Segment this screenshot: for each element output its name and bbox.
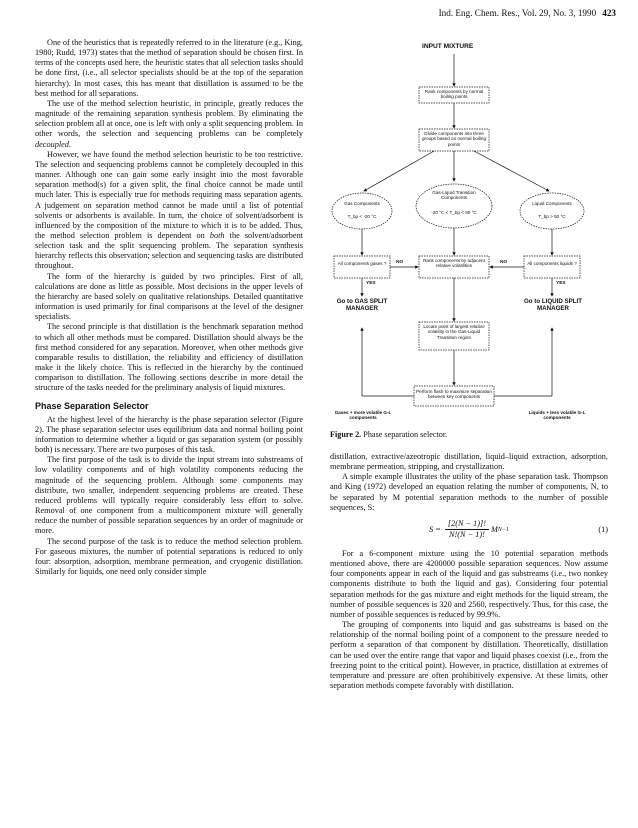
liquid-split-manager: Go to LIQUID SPLIT MANAGER xyxy=(523,298,583,313)
transition-condition: -20 °C < T_bp < 50 °C xyxy=(431,210,477,215)
equation-exponent: N−1 xyxy=(497,526,509,533)
input-mixture-label: INPUT MIXTURE xyxy=(422,43,474,50)
rank-volatility-box: Rank components by adjacent relative volatilities xyxy=(423,258,485,269)
all-gases-decision: All components gases ? xyxy=(337,261,387,266)
all-liquids-decision: All components liquids ? xyxy=(527,261,577,266)
paragraph: The first purpose of the task is to divide the input stream into substreams of low volatility components and of high volatility components reducing the magnitude of the sequencing problem. Although some components may distribute, two smaller, independent sequencing problems are created. These reduced problems will typically require considerably less effort to solve. Removal of one component from a multicomponent mixture will generally reduce the number of possible separation sequences by an order of magnitude or more. xyxy=(35,455,303,536)
paragraph: At the highest level of the hierarchy is the phase separation selector (Figure 2). The phase separation selector uses equilibrium data and normal boiling point information to determine whether a liquid or gas separation system (or possibly both) is necessary. There are two purposes of this task. xyxy=(35,414,303,455)
rank-boiling-box: Rank components by normal boiling points xyxy=(424,89,484,100)
paragraph: The use of the method selection heuristic, in principle, greatly reduces the magnitude of the remaining separation synthesis problem. By eliminating the selection problem all at once, one is left with only a split sequencing problem. In other words, the selection and sequencing problems can be completely decoupled. xyxy=(35,98,303,149)
paragraph: The grouping of components into liquid and gas substreams is based on the relationship of the normal boiling point of a component to the pressure needed to perform a separation of that component by distillation. Theoretically, distillation can be used over the entire range that vapor and liquid phases coexist (i.e., from the freezing point to the critical point). However, in practice, distillation at extremes of temperature and pressure are often prohibitively expensive. At these limits, other separation methods compete favorably with distillation. xyxy=(330,620,608,690)
gases-output-label: Gases + more volatile G-L components xyxy=(334,410,392,421)
transition-components-label: Gas-Liquid Transition Components xyxy=(432,190,476,201)
gas-condition: T_bp < -20 °C xyxy=(347,214,377,219)
locate-point-box: Locate point of largest relative volatility in the Gas-Liquid Transition region xyxy=(423,324,485,340)
paragraph: For a 6-component mixture using the 10 potential separation methods mentioned above, there are 4200000 possible separation sequences. Now assume four components appear in each of the liquid and gas substreams (i.e., two nonkey components distribute to both the liquid and gas). Considering four potential separation methods for the gas mixture and eight methods for the liquid stream, the number of possible sequences is 320 and 2560, respectively. Thus, for this case, the number of possible sequences is reduced by 99.9%. xyxy=(330,548,608,619)
yes-label: YES xyxy=(556,281,566,286)
paragraph: The second purpose of the task is to reduce the method selection problem. For gaseous mixtures, the number of potential separations is reduced to only four: absorption, adsorption, membrane permeation, and cryogenic distillation. Similarly for liquids, one need only consider simple xyxy=(35,536,303,576)
section-heading: Phase Separation Selector xyxy=(35,401,149,412)
paragraph: The form of the hierarchy is guided by two principles. First of all, calculations are done as little as possible. Most decisions in the upper levels of the hierarchy are based solely on qualitative relationships. Detailed quantitative information is used primarily for final comparisons at the level of the designer specialists. xyxy=(35,271,303,322)
equation-m: M xyxy=(490,524,498,534)
equation-number: (1) xyxy=(598,524,608,534)
gas-components-label: Gas Components xyxy=(344,201,380,206)
figure-caption: Figure 2. Phase separation selector. xyxy=(330,430,448,439)
equation-fraction: $\frac{[2(N - 1)]!}{N!(N - 1)!}$ xyxy=(445,519,489,540)
liquid-condition: T_bp > 50 °C xyxy=(538,214,566,219)
right-column xyxy=(330,452,608,691)
paragraph: A simple example illustrates the utility of the phase separation task. Thompson and King (1972) developed an equation relating the number of components, N, to be separated by M potential separation methods to the number of possible sequences, S: xyxy=(330,472,608,512)
flash-box: Perform flash to maximize separation between key components xyxy=(416,389,492,400)
liquid-components-label: Liquid Components xyxy=(532,201,572,206)
left-column xyxy=(35,38,303,577)
gas-split-manager: Go to GAS SPLIT MANAGER xyxy=(336,298,388,313)
no-label: NO xyxy=(500,260,508,265)
yes-label: YES xyxy=(366,281,376,286)
paragraph: The second principle is that distillation is the benchmark separation method to which all other methods must be compared. Distillation should always be the first method considered for any separation. Moreover, when other methods give comparable results to distillation, the reliability and efficiency of distillation make it the likely choice. This is reflected in the hierarchy by the continued comparison to distillation. The following sections describe in more detail the structure of the tasks needed for the preliminary analysis of liquid mixtures. xyxy=(35,322,303,393)
equation-1 xyxy=(330,515,608,545)
paragraph: distillation, extractive/azeotropic distillation, liquid–liquid extraction, adsorption, membrane permeation, stripping, and crystallization. xyxy=(330,452,608,472)
page-number: 423 xyxy=(602,8,616,18)
divide-groups-box: Divide components into three groups based on normal boiling points xyxy=(421,131,487,147)
journal-citation: Ind. Eng. Chem. Res., Vol. 29, No. 3, 1990 xyxy=(438,8,597,18)
no-label: NO xyxy=(396,260,404,265)
liquids-output-label: Liquids + less volatile G-L components xyxy=(528,410,586,421)
equation-lhs: S = xyxy=(429,524,441,534)
figure-phase-separation-selector xyxy=(324,36,614,428)
paragraph: However, we have found the method selection heuristic to be too restrictive. The selection and sequencing problems cannot be completely decoupled in this manner. Although one can gain some early insight into the most favorable separation method(s) for a given split, the final choice cannot be made until much later. This is especially true for methods requiring mass separation agents. A judgement on separation method cannot be made until a list of potential solvents or adsorbents is available. In turn, the choice of solvent/adsorbent is influenced by the composition of the mixture to which it is to be added. Thus, the method selection problem is dependent on both the solvent/adsorbent selection task and the split sequencing problem. The separation synthesis hierarchy reflects this observation; selection and sequencing tasks are distributed throughout. xyxy=(35,149,304,271)
paragraph: One of the heuristics that is repeatedly referred to in the literature (e.g., King, 1980; Rudd, 1973) states that the method of separation should be chosen first. In terms of the concepts used here, the heuristic states that all selection tasks should be done first, (i.e., all selector specialists should be at the top of the separation hierarchy). In most cases, this has meant that distillation is assumed to be the best method for all separations. xyxy=(35,38,303,98)
running-header xyxy=(439,8,616,18)
